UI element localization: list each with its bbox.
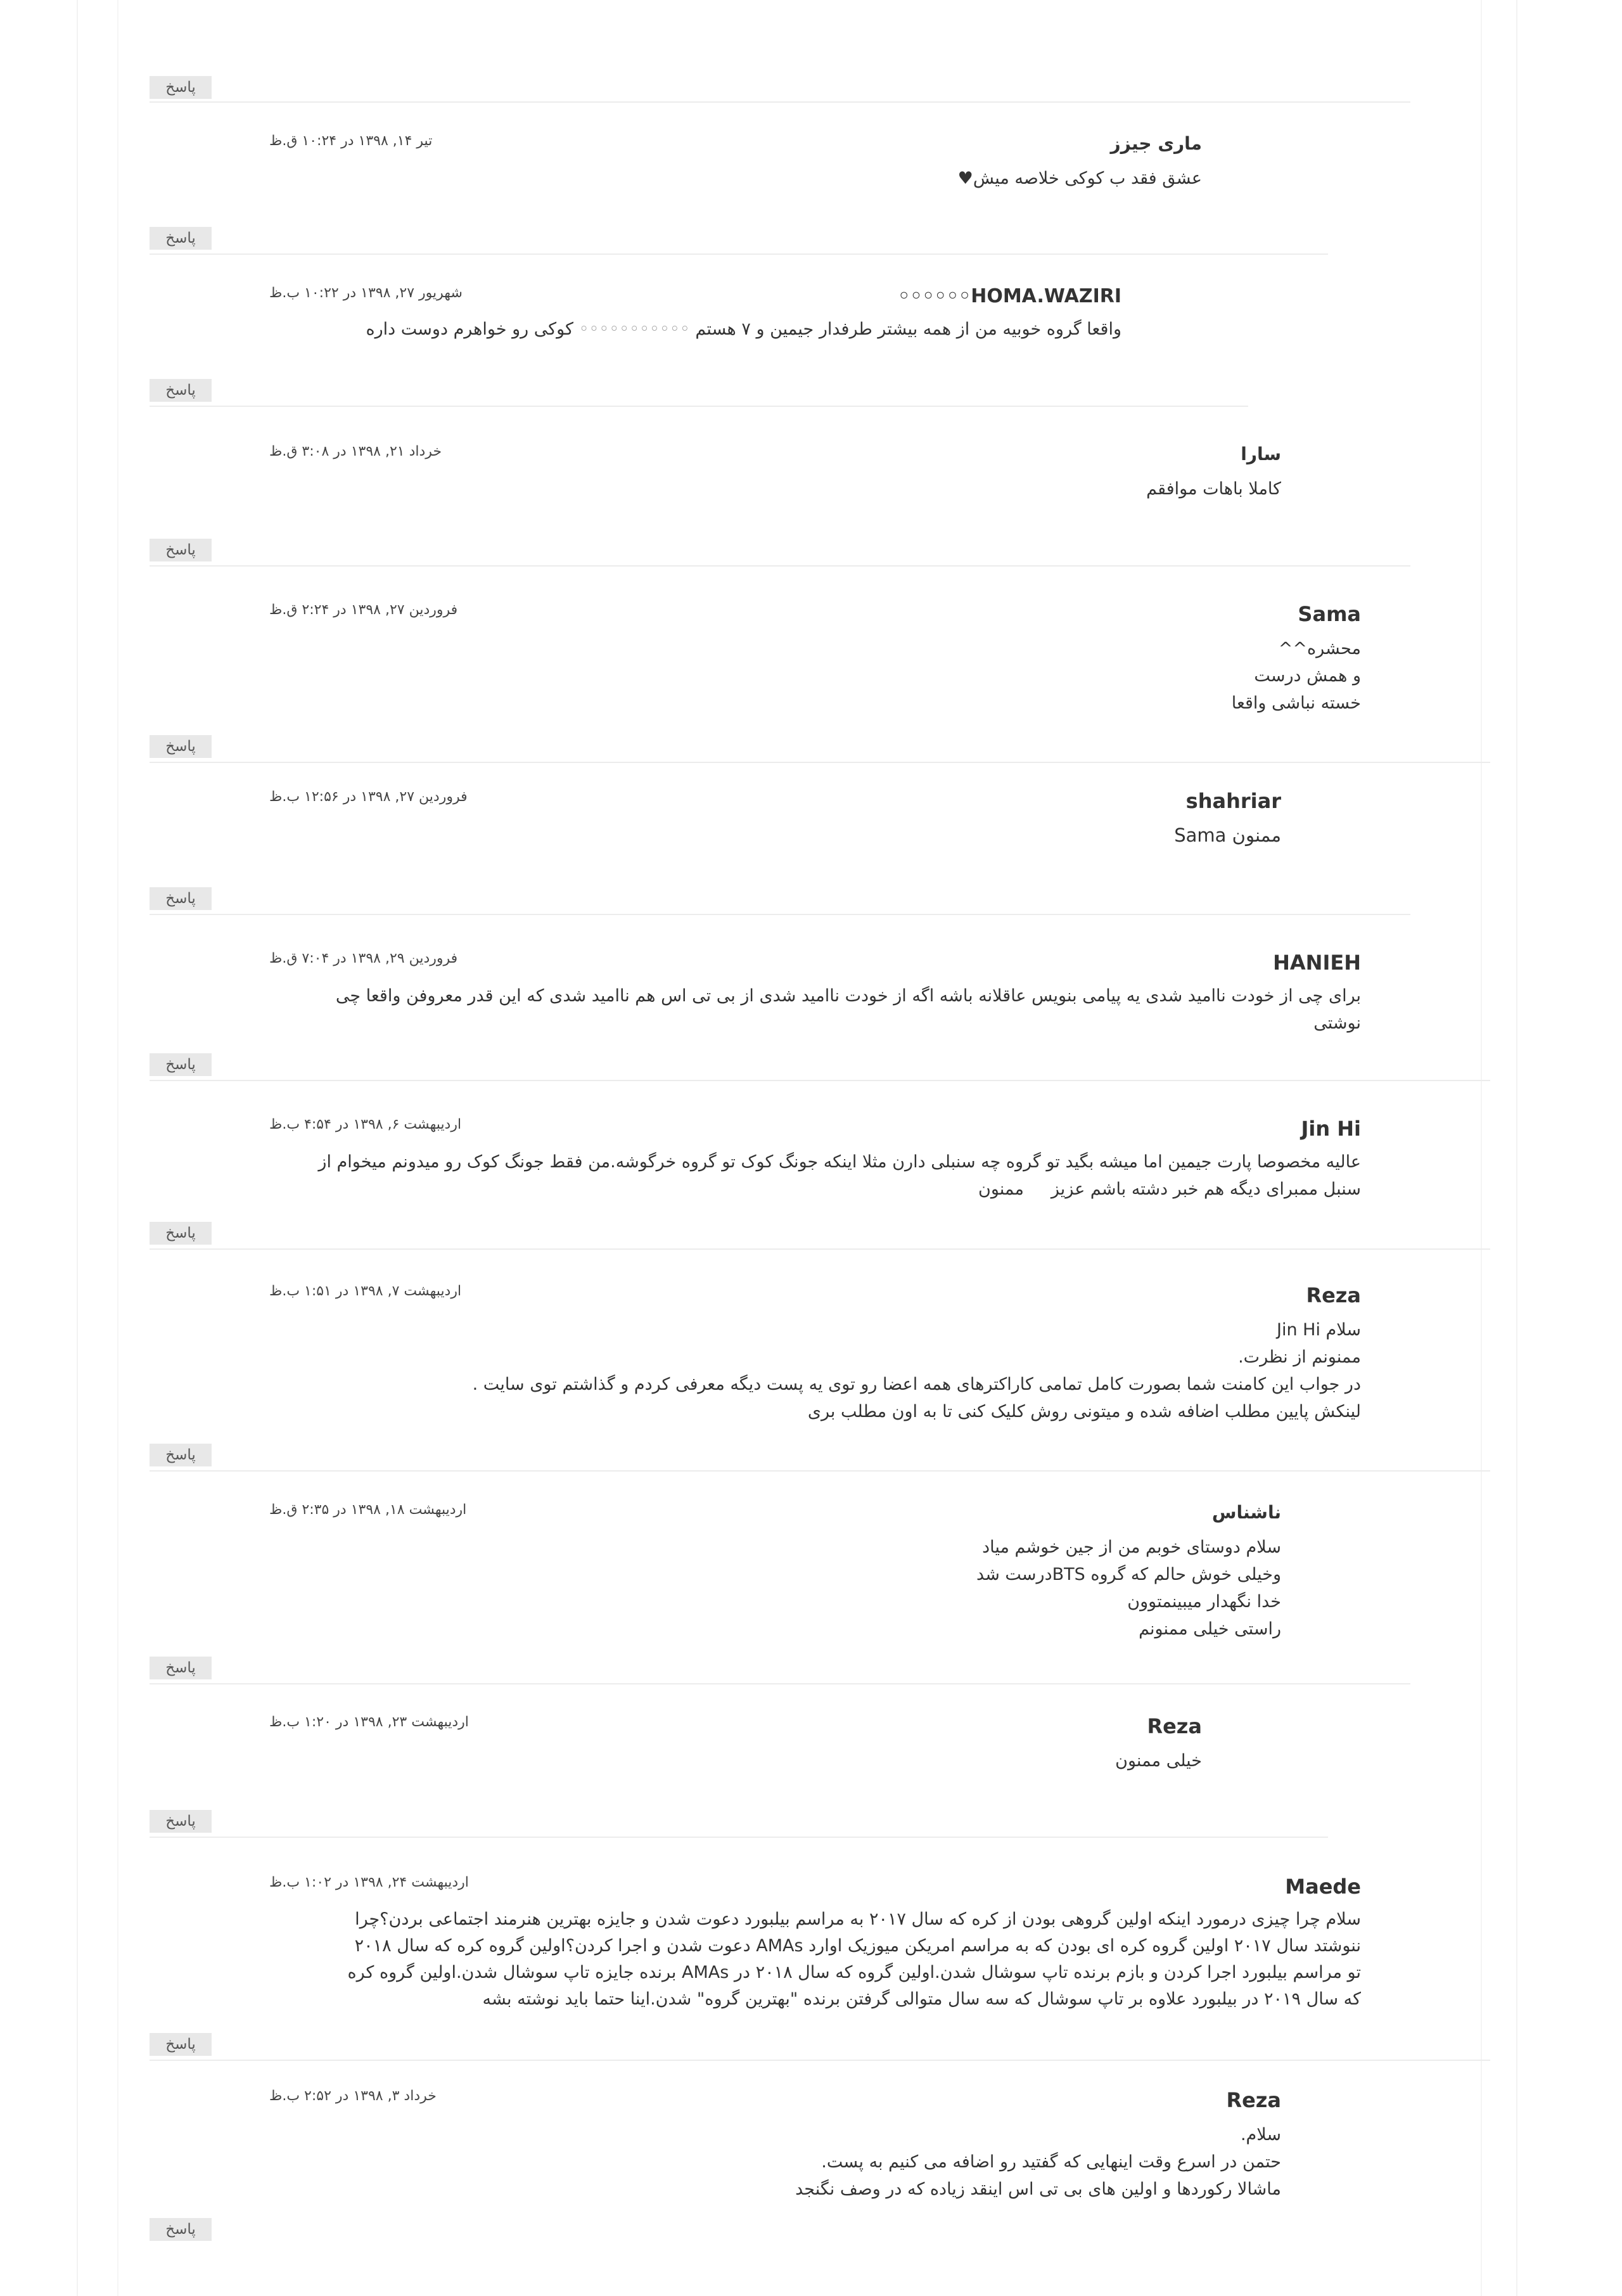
comment-author: ناشناس <box>1211 1502 1281 1523</box>
reply-button[interactable]: پاسخ <box>150 1444 212 1466</box>
comment-date: اردیبهشت ۶, ۱۳۹۸ در ۴:۵۴ ب.ظ <box>269 1117 462 1132</box>
comment <box>0 1283 1622 1423</box>
comment-author: Reza <box>1306 1283 1361 1307</box>
comment-body: سلام Jin Hi ممنونم از نظرت. در جواب این کامنت شما بصورت کامل تمامی کاراکترهای همه اعضا رو توی یه پست دیگه معرفی کردم و گذاشتم توی سایت . لینکش پایین مطلب اضافه شده و میتونی روش کلیک کنی تا به اون مطلب بری <box>472 1320 1361 1421</box>
comment-separator <box>150 1837 1328 1838</box>
comment-body: برای چی از خودت ناامید شدی یه پیامی بنویس عاقلانه باشه اگه از خودت ناامید شدی از بی تی اس هم ناامید شدی که این قدر معروفن واقعا چی نوشتی <box>335 986 1361 1033</box>
comment <box>0 1714 1622 1778</box>
comment-author: HANIEH <box>1273 951 1361 975</box>
comment-author: ماری جیزز <box>1110 133 1202 154</box>
comment-author: HOMA.WAZIRI◦◦◦◦◦◦ <box>898 285 1121 307</box>
comment-separator <box>150 1683 1410 1684</box>
reply-button[interactable]: پاسخ <box>150 735 212 758</box>
comment-date: تیر ۱۴, ۱۳۹۸ در ۱۰:۲۴ ق.ظ <box>269 133 433 149</box>
comment-separator <box>150 762 1490 763</box>
comment-date: اردیبهشت ۷, ۱۳۹۸ در ۱:۵۱ ب.ظ <box>269 1283 462 1299</box>
comment-author: shahriar <box>1185 789 1281 813</box>
comment-separator <box>150 914 1410 915</box>
comment-separator <box>150 565 1410 567</box>
comment-date: فروردین ۲۷, ۱۳۹۸ در ۲:۲۴ ق.ظ <box>269 602 458 618</box>
comment-separator <box>150 2060 1490 2061</box>
comment-date: اردیبهشت ۲۳, ۱۳۹۸ در ۱:۲۰ ب.ظ <box>269 1714 469 1730</box>
comment-date: اردیبهشت ۱۸, ۱۳۹۸ در ۲:۳۵ ق.ظ <box>269 1502 467 1518</box>
comment <box>0 444 1622 507</box>
comment <box>0 951 1622 1046</box>
comment-date: اردیبهشت ۲۴, ۱۳۹۸ در ۱:۰۲ ب.ظ <box>269 1875 469 1890</box>
comment-body: سلام. حتمن در اسرع وقت اینهایی که گفتید رو اضافه می کنیم به پست. ماشالا رکوردها و اولین های بی تی اس اینقد زیاده که در وصف نگنجد <box>795 2125 1281 2199</box>
reply-button[interactable]: پاسخ <box>150 227 212 250</box>
comment-body: واقعا گروه خوبیه من از همه بیشتر طرفدار جیمین و ۷ هستم ◦◦◦◦◦◦◦◦◦◦◦ کوکی رو خواهرم دوست داره <box>366 319 1121 339</box>
comment <box>0 1502 1622 1641</box>
comment-body: محشره^^ و همش درست خسته نباشی واقعا <box>1231 639 1361 713</box>
reply-button[interactable]: پاسخ <box>150 1053 212 1076</box>
comment-body: خیلی ممنون <box>1115 1751 1202 1771</box>
comment <box>0 2088 1622 2202</box>
comment-body: کاملا باهات موافقم <box>1146 479 1281 499</box>
comment-body: عالیه مخصوصا پارت جیمین اما میشه بگید تو گروه چه سنبلی دارن مثلا اینکه جونگ کوک تو گروه خرگوشه.من فقط جونگ کوک رو میدونم میخوام از سنبل ممبرای دیگه هم خبر دشته باشم عزیز ممنون <box>318 1152 1361 1199</box>
reply-button[interactable]: پاسخ <box>150 1657 212 1679</box>
reply-button[interactable]: پاسخ <box>150 1222 212 1245</box>
comment-separator <box>150 406 1248 407</box>
reply-button[interactable]: پاسخ <box>150 1810 212 1833</box>
reply-button[interactable]: پاسخ <box>150 379 212 402</box>
comment-date: شهریور ۲۷, ۱۳۹۸ در ۱۰:۲۲ ب.ظ <box>269 285 463 301</box>
comment-body: ممنون Sama <box>1174 824 1281 846</box>
comment-date: خرداد ۲۱, ۱۳۹۸ در ۳:۰۸ ق.ظ <box>269 444 442 459</box>
comment <box>0 133 1622 196</box>
comment-separator <box>150 1080 1490 1081</box>
comment-separator <box>150 1248 1490 1250</box>
comment-separator <box>150 1470 1490 1472</box>
comment-body: سلام چرا چیزی درمورد اینکه اولین گروهی بودن از کره که سال ۲۰۱۷ به مراسم بیلبورد دعوت شدن و جایزه بهترین هنرمند اجتماعی بردن؟چرا ننوشتد سال ۲۰۱۷ اولین گروه کره ای بودن که به مراسم امریکن میوزیک اوارد AMAs دعوت شدن و اجرا کردن؟اولین گروه کره که سال ۲۰۱۸ تو مراسم بیلبورد اجرا کردن و بازم برنده تاپ سوشال شدن.اولین گروه که سال ۲۰۱۸ در AMAs برنده جایزه تاپ سوشال شدن.اولین گروه کره که سال ۲۰۱۹ در بیلبورد علاوه بر تاپ سوشال که سه سال متوالی گرفتن برنده "بهترین گروه" شدن.اینا حتما باید نوشته بشه <box>347 1909 1361 2009</box>
comment-body: عشق فقد ب کوکی خلاصه میش♥ <box>957 169 1202 188</box>
reply-button[interactable]: پاسخ <box>150 2218 212 2241</box>
comment <box>0 285 1622 349</box>
comment <box>0 789 1622 852</box>
comment-separator <box>150 101 1410 103</box>
reply-button[interactable]: پاسخ <box>150 887 212 910</box>
comment-author: سارا <box>1241 444 1281 465</box>
reply-button[interactable]: پاسخ <box>150 2033 212 2056</box>
comment-author: Sama <box>1298 602 1361 626</box>
comment <box>0 1875 1622 2014</box>
comment <box>0 1117 1622 1212</box>
reply-button[interactable]: پاسخ <box>150 76 212 99</box>
reply-button[interactable]: پاسخ <box>150 539 212 561</box>
comment-author: Reza <box>1147 1714 1202 1738</box>
comment-author: Maede <box>1285 1875 1361 1899</box>
comment-date: فروردین ۲۹, ۱۳۹۸ در ۷:۰۴ ق.ظ <box>269 951 458 966</box>
comment <box>0 602 1622 716</box>
comment-date: فروردین ۲۷, ۱۳۹۸ در ۱۲:۵۶ ب.ظ <box>269 789 468 805</box>
comment-date: خرداد ۳, ۱۳۹۸ در ۲:۵۲ ب.ظ <box>269 2088 437 2104</box>
comment-body: سلام دوستای خوبم من از جین خوشم میاد وخیلی خوش حالم که گروه BTSدرست شد خدا نگهدار میبینمتوون راستی خیلی ممنونم <box>976 1537 1281 1639</box>
comment-separator <box>150 253 1328 255</box>
comment-author: Reza <box>1226 2088 1281 2112</box>
comment-author: Jin Hi <box>1301 1117 1361 1141</box>
